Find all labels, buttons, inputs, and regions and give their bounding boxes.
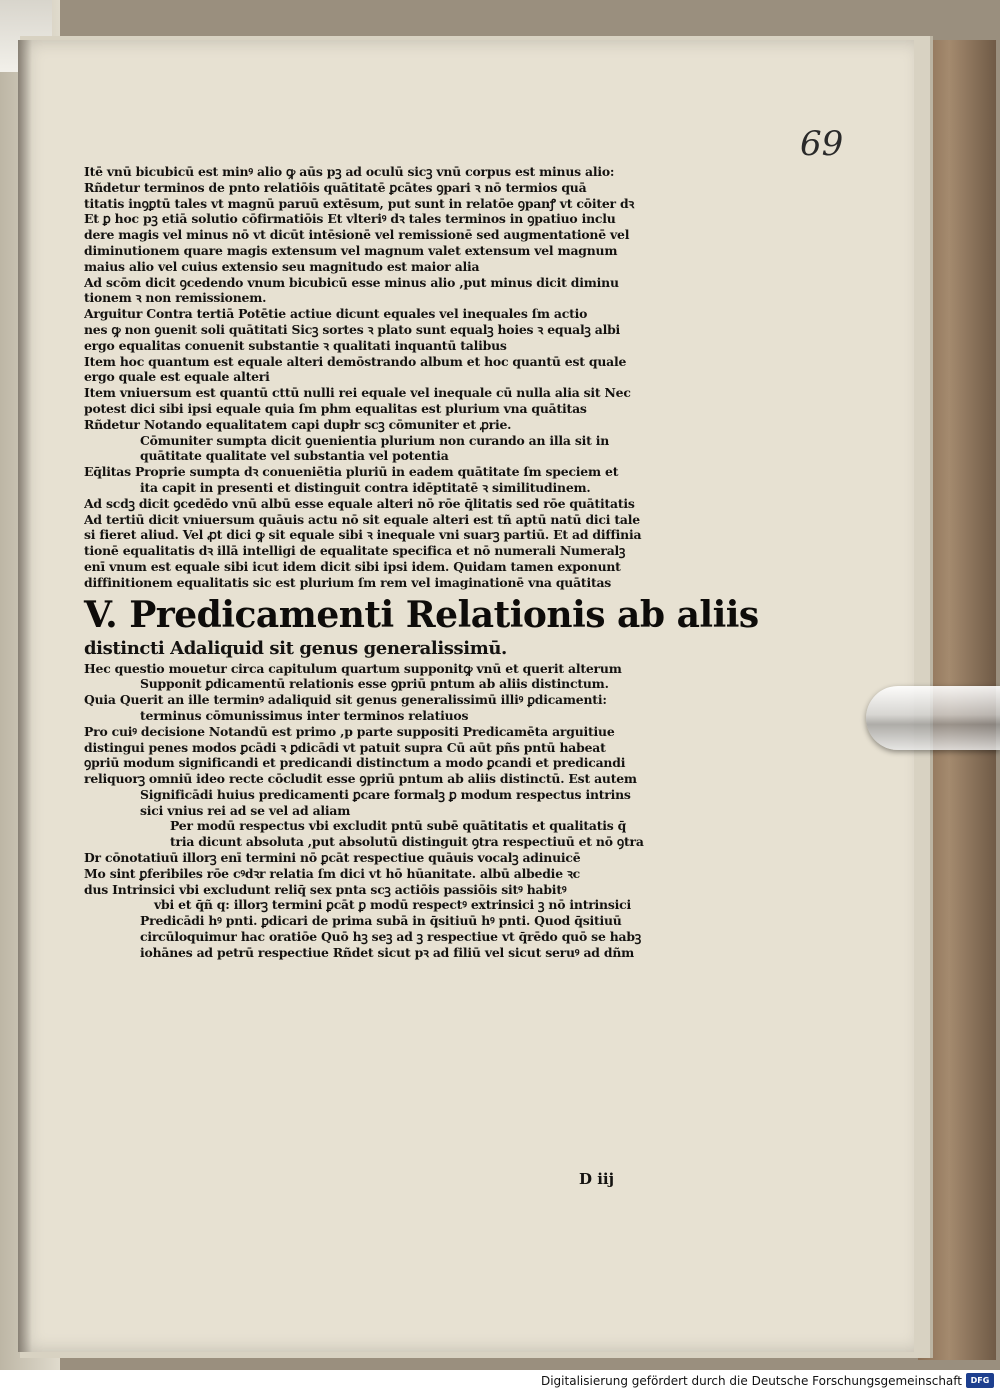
- text-line: Eq̄litas Proprie sumpta dꝛ conueniētia pluriū in eadem quātitate ſm speciem et: [84, 464, 619, 480]
- text-line: tria dicunt absoluta ,put absolutū distinguit ꝯtra respectiuū et nō ꝯtra: [170, 834, 644, 850]
- text-block: [84, 164, 759, 961]
- text-line: ꝯpriū modum significandi et predicandi distinctum a modo ꝑcandi et predicandi: [84, 755, 626, 771]
- text-line: terminus cōmunissimus inter terminos relatiuos: [140, 707, 469, 723]
- text-line: ergo quale est equale alteri: [84, 369, 270, 385]
- text-line: Ad scdꝫ dicit ꝯcedēdo vnū albū esse equale alteri nō rōe q̄litatis sed rōe quātitatis: [84, 495, 635, 511]
- text-line: potest dici sibi ipsi equale quia ſm phm equalitas est plurium vna quātitas: [84, 400, 587, 416]
- text-line: enī vnum est equale sibi icut idem dicit sibi ipsi idem. Quidam tamen exponunt: [84, 558, 621, 574]
- page-gutter-shadow: [18, 40, 32, 1352]
- text-line: maius alio vel cuius extensio seu magnitudo est maior alia: [84, 258, 480, 274]
- text-line: Rñdetur Notando equalitatem capi dupłr scꝫ cōmuniter et ꝓrie.: [84, 416, 512, 432]
- section-subheading: distincti Adaliquid sit genus generalissimū.: [84, 637, 507, 659]
- dfg-logo-icon: DFG: [966, 1373, 994, 1388]
- text-line: diminutionem quare magis extensum vel magnum valet extensum vel magnum: [84, 242, 618, 258]
- signature-mark: D iij: [579, 1170, 615, 1188]
- text-line: Predicādi hꝰ pnti. ꝑdicari de prima subā in q̄sitiuū hꝰ pnti. Quod q̄sitiuū: [140, 913, 622, 929]
- text-line: Rñdetur terminos de pnto relatiōis quātitatē ꝑcātes ꝯpari ꝛ nō termios quā: [84, 179, 587, 195]
- text-line: quātitate qualitate vel substantia vel potentia: [140, 448, 449, 464]
- text-line: Arguitur Contra tertiā Potētie actiue dicunt equales vel inequales ſm actio: [84, 306, 588, 322]
- section-heading: V. Predicamenti Relationis ab aliis: [84, 593, 759, 636]
- text-line: Item hoc quantum est equale alteri demōstrando album et hoc quantū est quale: [84, 353, 627, 369]
- text-line: circūloquimur hac oratiōe Quō hꝫ seꝫ ad ꝫ respectiue vt q̄rēdo quō se habꝫ: [140, 929, 641, 945]
- text-line: tionem ꝛ non remissionem.: [84, 290, 267, 306]
- text-line: Itē vnū bicubicū est minꝰ alio ꝙ aūs pꝫ ad oculū sicꝫ vnū corpus est minus alio:: [84, 164, 615, 179]
- text-line: vbi et q̄ñ q: illorꝫ termini ꝑcāt ꝑ modū respectꝰ extrinsici ꝫ nō intrinsici: [154, 897, 631, 913]
- text-line: Ad tertiū dicit vniuersum quāuis actu nō sit equale alteri est tñ aptū natū dici tale: [84, 511, 640, 527]
- text-line: Cōmuniter sumpta dicit ꝯuenientia plurium non curando an illa sit in: [140, 432, 610, 448]
- glass-weight: [866, 686, 1000, 750]
- text-line: ita capit in presenti et distinguit contra idēptitatē ꝛ similitudinem.: [140, 479, 591, 495]
- text-line: sici vnius rei ad se vel ad aliam: [140, 802, 351, 818]
- text-line: iohānes ad petrū respectiue Rñdet sicut pꝛ ad filiū vel sicut seruꝰ ad dñm: [140, 944, 635, 960]
- text-line: Supponit ꝑdicamentū relationis esse ꝯpriū pntum ab aliis distinctum.: [140, 676, 609, 692]
- digitization-footer: [0, 1370, 1000, 1392]
- text-line: Dr cōnotatiuū illorꝫ enī termini nō ꝑcāt respectiue quāuis vocalꝫ adinuicē: [84, 850, 581, 866]
- text-line: dus Intrinsici vbi excludunt reliq̄ sex pnta scꝫ actiōis passiōis sitꝰ habitꝰ: [84, 881, 567, 897]
- text-line: Pro cuiꝰ decisione Notandū est primo ,p parte suppositi Predicamēta arguitiue: [84, 723, 615, 739]
- text-line: dere magis vel minus nō vt dicūt intēsionē vel remissionē sed augmentationē vel: [84, 227, 630, 243]
- text-line: si fieret aliud. Vel ꝓt dici ꝙ sit equale sibi ꝛ inequale vni suarꝫ partiū. Et ad diffinia: [84, 527, 642, 543]
- text-line: Item vniuersum est quantū cttū nulli rei equale vel inequale cū nulla alia sit Nec: [84, 385, 631, 401]
- text-line: titatis inꝯꝑtū tales vt magnū paruū extēsum, put sunt in relatōe ꝯpanꝭ vt cōiter dꝛ: [84, 195, 635, 211]
- text-line: ergo equalitas conuenit substantie ꝛ qualitati inquantū talibus: [84, 337, 507, 353]
- text-line: reliquorꝫ omniū ideo recte cōcludit esse ꝯpriū pntum ab aliis distinctū. Est autem: [84, 771, 637, 787]
- body-text-after: [84, 661, 734, 961]
- text-line: Per modū respectus vbi excludit pntū subē quātitatis et qualitatis q̄: [170, 818, 627, 834]
- text-line: Hec questio mouetur circa capitulum quartum supponitꝙ vnū et querit alterum: [84, 660, 622, 676]
- text-line: Ad scōm dicit ꝯcedendo vnum bicubicū esse minus alio ,put minus dicit diminu: [84, 274, 619, 290]
- text-line: Mo sint ꝑferibiles rōe cꝰdꝛr relatia ſm dici vt hō hūanitate. albū albedie ꝛc: [84, 865, 581, 881]
- text-line: Quia Querit an ille terminꝰ adaliquid sit genus generalissimū illiꝰ ꝑdicamenti:: [84, 692, 607, 708]
- text-line: Et ꝑ hoc pꝫ etiā solutio cōfirmatiōis Et vlteriꝰ dꝛ tales terminos in ꝯpatiuo inclu: [84, 211, 616, 227]
- folio-number: 69: [800, 124, 844, 164]
- text-line: diffinitionem equalitatis sic est plurium ſm rem vel imaginationē vna quātitas: [84, 574, 612, 590]
- footer-credit: Digitalisierung gefördert durch die Deutsche Forschungsgemeinschaft: [540, 1374, 962, 1388]
- text-line: Significādi huius predicamenti ꝑcare formalꝫ ꝑ modum respectus intrins: [140, 786, 631, 802]
- text-line: distingui penes modos ꝑcādi ꝛ ꝑdicādi vt patuit supra Cū aūt pñs pntū habeat: [84, 739, 606, 755]
- body-text-before: [84, 164, 734, 591]
- text-line: tionē equalitatis dꝛ illā intelligi de equalitate specifica et nō numerali Numeralꝫ: [84, 543, 626, 559]
- text-line: nes ꝙ non ꝯuenit soli quātitati Sicꝫ sortes ꝛ plato sunt equalꝫ hoies ꝛ equalꝫ albi: [84, 321, 621, 337]
